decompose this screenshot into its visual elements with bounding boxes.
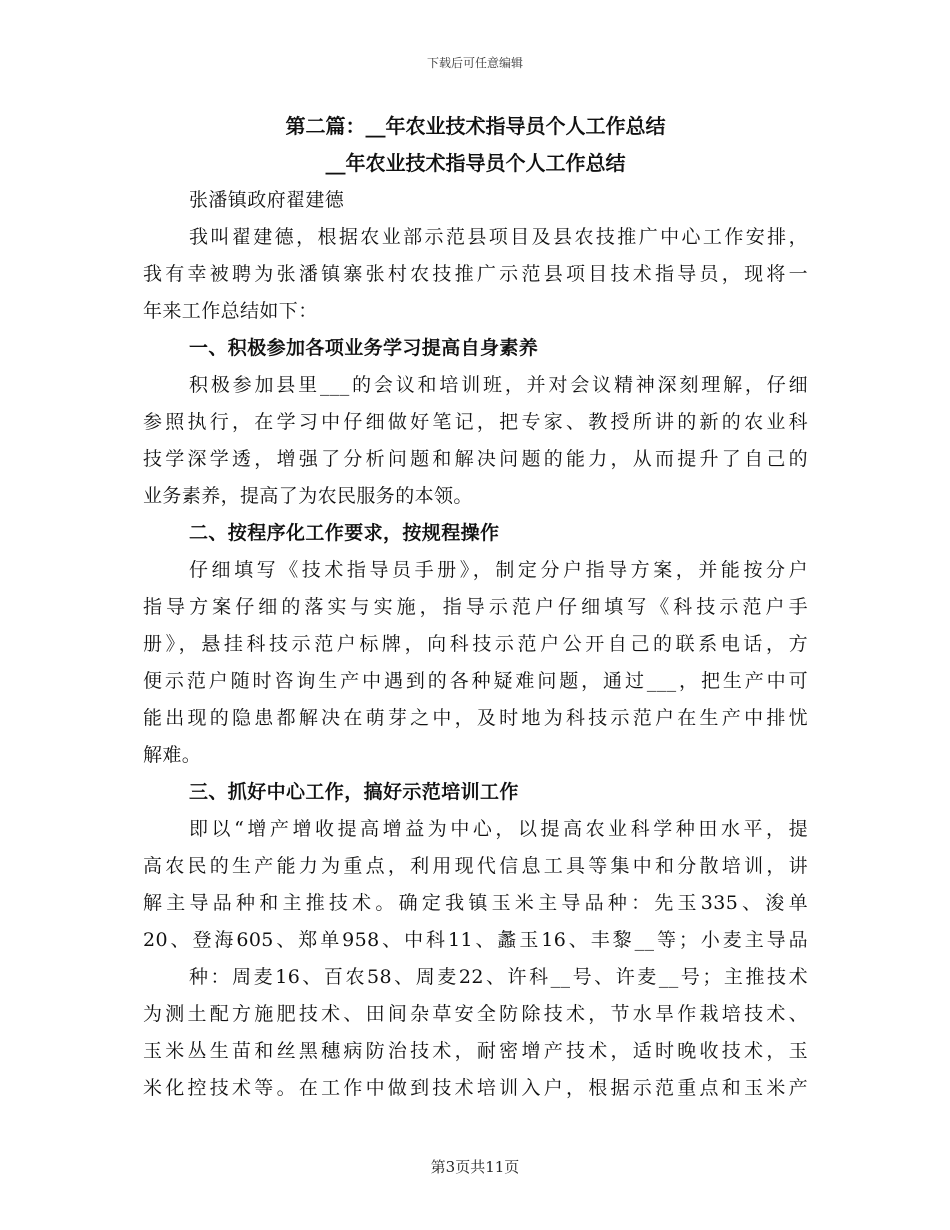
section-heading: 二、按程序化工作要求，按规程操作 xyxy=(189,522,500,544)
text-line: 解难。 xyxy=(143,744,202,766)
text-line: 便示范户随时咨询生产中遇到的各种疑难问题，通过___，把生产中可 xyxy=(143,670,808,692)
text-line: 20、登海605、郑单958、中科11、蠡玉16、丰黎__等；小麦主导品 xyxy=(143,929,808,951)
section-heading: 三、抓好中心工作，搞好示范培训工作 xyxy=(189,781,519,803)
text-line: 仔细填写《技术指导员手册》，制定分户指导方案，并能按分户 xyxy=(189,559,808,581)
document-subtitle: __年农业技术指导员个人工作总结 xyxy=(325,151,626,175)
text-line: 积极参加县里___的会议和培训班，并对会议精神深刻理解，仔细 xyxy=(189,374,808,396)
text-line: 即以“增产增收提高增益为中心，以提高农业科学种田水平，提 xyxy=(189,818,808,840)
document-title: 第二篇：__年农业技术指导员个人工作总结 xyxy=(285,114,666,138)
text-line: 业务素养，提高了为农民服务的本领。 xyxy=(143,485,473,507)
text-line: 我叫翟建德，根据农业部示范县项目及县农技推广中心工作安排， xyxy=(189,226,808,248)
page-header: 下载后可任意编辑 xyxy=(426,56,523,70)
text-line: 参照执行，在学习中仔细做好笔记，把专家、教授所讲的新的农业科 xyxy=(143,411,808,433)
text-line: 为测土配方施肥技术、田间杂草安全防除技术，节水旱作栽培技术、 xyxy=(143,1003,808,1025)
text-line: 技学深学透，增强了分析问题和解决问题的能力，从而提升了自己的 xyxy=(143,448,808,470)
text-line: 米化控技术等。在工作中做到技术培训入户，根据示范重点和玉米产 xyxy=(143,1077,808,1099)
text-line: 张潘镇政府翟建德 xyxy=(189,189,345,211)
section-heading: 一、积极参加各项业务学习提高自身素养 xyxy=(189,337,539,359)
text-line: 年来工作总结如下： xyxy=(143,300,318,322)
text-line: 种：周麦16、百农58、周麦22、许科__号、许麦__号；主推技术 xyxy=(189,966,808,988)
page-footer: 第3页共11页 xyxy=(430,1158,520,1176)
text-line: 玉米丛生苗和丝黑穗病防治技术，耐密增产技术，适时晚收技术，玉 xyxy=(143,1040,808,1062)
text-line: 解主导品种和主推技术。确定我镇玉米主导品种：先玉335、浚单 xyxy=(143,892,808,914)
text-line: 我有幸被聘为张潘镇寨张村农技推广示范县项目技术指导员，现将一 xyxy=(143,263,808,285)
body-text xyxy=(143,182,808,1107)
document-body xyxy=(143,108,808,1107)
text-line: 册》，悬挂科技示范户标牌，向科技示范户公开自己的联系电话，方 xyxy=(143,633,808,655)
text-line: 能出现的隐患都解决在萌芽之中，及时地为科技示范户在生产中排忧 xyxy=(143,707,808,729)
text-line: 高农民的生产能力为重点，利用现代信息工具等集中和分散培训，讲 xyxy=(143,855,808,877)
text-line: 指导方案仔细的落实与实施，指导示范户仔细填写《科技示范户手 xyxy=(143,596,808,618)
